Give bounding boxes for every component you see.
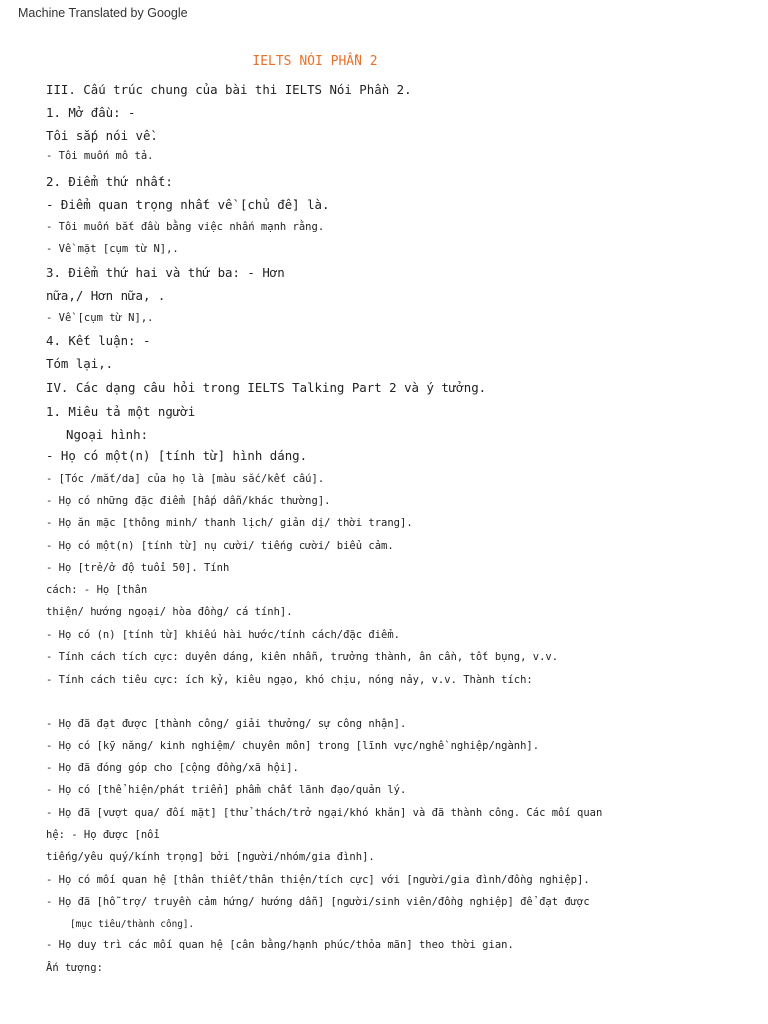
text-line: - Tính cách tiêu cực: ích kỷ, kiêu ngạo, khó chịu, nóng nảy, v.v. Thành tích: — [46, 674, 533, 686]
text-line: - Họ có một(n) [tính từ] hình dáng. — [46, 448, 308, 463]
text-line: - Họ có (n) [tính từ] khiếu hài hước/tính cách/đặc điểm. — [46, 629, 401, 641]
text-line: Tóm lại,. — [46, 356, 114, 371]
text-line: - Tính cách tích cực: duyên dáng, kiên nhẫn, trưởng thành, ân cần, tốt bụng, v.v. — [46, 651, 559, 663]
text-line: - Họ duy trì các mối quan hệ [cân bằng/hạnh phúc/thỏa mãn] theo thời gian. — [46, 939, 514, 951]
text-line: Ngoại hình: — [66, 427, 149, 442]
text-line: - Về [cụm từ N],. — [46, 312, 154, 324]
text-line: - Điểm quan trọng nhất về [chủ đề] là. — [46, 197, 330, 212]
text-line: tiếng/yêu quý/kính trọng] bởi [người/nhóm/gia đình]. — [46, 851, 375, 863]
text-line: - [Tóc /mắt/da] của họ là [màu sắc/kết cấu]. — [46, 473, 325, 485]
text-line: Ấn tượng: — [46, 962, 103, 974]
text-line: 3. Điểm thứ hai và thứ ba: - Hơn — [46, 265, 285, 280]
text-line: - Họ đã [hỗ trợ/ truyền cảm hứng/ hướng dẫn] [người/sinh viên/đồng nghiệp] để đạt được — [46, 896, 590, 908]
text-line: Tôi sắp nói về. — [46, 128, 158, 143]
text-line: - Họ ăn mặc [thông minh/ thanh lịch/ giản dị/ thời trang]. — [46, 517, 413, 529]
text-line: - Họ [trẻ/ở độ tuổi 50]. Tính — [46, 562, 230, 574]
text-line: cách: - Họ [thân — [46, 584, 148, 596]
machine-translation-banner: Machine Translated by Google — [18, 6, 188, 20]
text-line: hệ: - Họ được [nổi — [46, 829, 160, 841]
text-line: - Họ có [thể hiện/phát triển] phẩm chất lãnh đạo/quản lý. — [46, 784, 407, 796]
text-line: - Tôi muốn bắt đầu bằng việc nhấn mạnh rằng. — [46, 221, 325, 233]
text-line: - Về mặt [cụm từ N],. — [46, 243, 179, 255]
text-line: - Họ có những đặc điểm [hấp dẫn/khác thường]. — [46, 495, 331, 507]
text-line: nữa,/ Hơn nữa, . — [46, 288, 166, 303]
text-line: - Họ có mối quan hệ [thân thiết/thân thiện/tích cực] với [người/gia đình/đồng nghiệp]. — [46, 874, 590, 886]
section-heading: III. Cấu trúc chung của bài thi IELTS Nói Phần 2. — [46, 82, 412, 97]
section-heading: IV. Các dạng câu hỏi trong IELTS Talking Part 2 và ý tưởng. — [46, 380, 487, 395]
text-line: [mục tiêu/thành công]. — [70, 919, 195, 930]
text-line: - Họ đã [vượt qua/ đối mặt] [thử thách/trở ngại/khó khăn] và đã thành công. Các mối quan — [46, 807, 603, 819]
text-line: thiện/ hướng ngoại/ hòa đồng/ cá tính]. — [46, 606, 293, 618]
text-line: 4. Kết luận: - — [46, 333, 151, 348]
text-line: - Họ đã đóng góp cho [cộng đồng/xã hội]. — [46, 762, 299, 774]
text-line: 1. Mở đầu: - — [46, 105, 136, 120]
text-line: - Họ có [kỹ năng/ kinh nghiệm/ chuyên môn] trong [lĩnh vực/nghề nghiệp/ngành]. — [46, 740, 540, 752]
document-title: IELTS NÓI PHẦN 2 — [252, 54, 378, 69]
text-line: - Họ có một(n) [tính từ] nụ cười/ tiếng cười/ biểu cảm. — [46, 540, 394, 552]
text-line: - Họ đã đạt được [thành công/ giải thưởng/ sự công nhận]. — [46, 718, 407, 730]
text-line: 2. Điểm thứ nhất: — [46, 174, 173, 189]
text-line: 1. Miêu tả một người — [46, 404, 196, 419]
text-line: - Tôi muốn mô tả. — [46, 150, 154, 162]
